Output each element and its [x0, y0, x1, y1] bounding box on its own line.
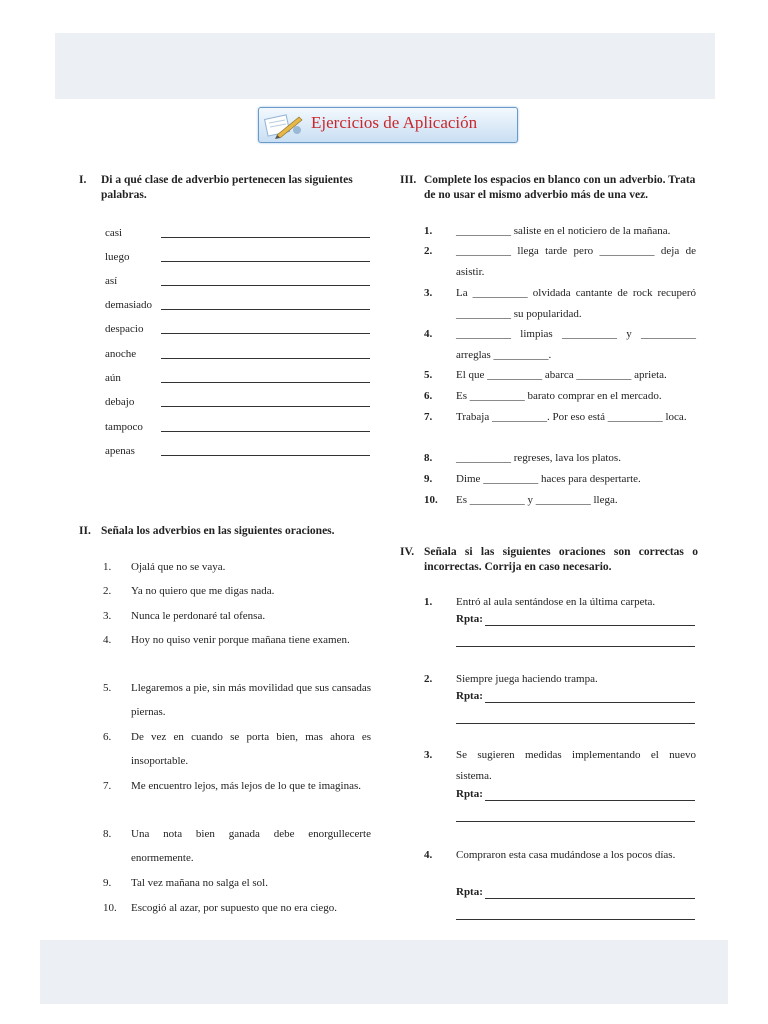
section-1-number: I. — [79, 174, 87, 186]
word-row — [105, 299, 370, 319]
answer-line[interactable] — [161, 382, 370, 383]
title-banner — [258, 107, 518, 143]
section-1-heading: Di a qué clase de adverbio pertenecen las siguientes palabras. — [101, 174, 353, 201]
word-row — [105, 372, 370, 392]
page-title: Ejercicios de Aplicación — [311, 113, 478, 132]
item-text: Escogió al azar, por supuesto que no era ciego. — [131, 902, 338, 914]
item-text: Trabaja __________. Por eso está __________ loca. — [456, 411, 687, 423]
answer-line[interactable] — [485, 800, 695, 801]
item-number: 1. — [424, 596, 433, 608]
item-text: Tal vez mañana no salga el sol. — [131, 877, 268, 889]
answer-line[interactable] — [456, 821, 695, 822]
word-row — [105, 251, 370, 271]
item-text: Me encuentro lejos, más lejos de lo que te imaginas. — [131, 780, 362, 792]
item-number: 6. — [103, 731, 112, 743]
item-text: Dime __________ haces para despertarte. — [456, 473, 641, 485]
item-text: De vez en cuando se porta bien, mas ahora es insoportable. — [131, 731, 371, 767]
answer-line[interactable] — [161, 333, 370, 334]
item-text: Entró al aula sentándose en la última carpeta. — [456, 596, 656, 608]
word-row — [105, 275, 370, 295]
item-number: 4. — [424, 328, 433, 340]
word-label: anoche — [105, 348, 137, 360]
word-row — [105, 421, 370, 441]
answer-line[interactable] — [456, 723, 695, 724]
section-4-heading: Señala si las siguientes oraciones son correctas o incorrectas. Corrija en caso necesario. — [424, 546, 698, 573]
answer-line[interactable] — [456, 646, 695, 647]
item-text: __________ limpias __________ y __________ arreglas __________. — [456, 328, 696, 361]
word-label: tampoco — [105, 421, 143, 433]
answer-line[interactable] — [161, 309, 370, 310]
rpta-label: Rpta: — [456, 788, 483, 800]
item-number: 4. — [424, 849, 433, 861]
item-number: 2. — [103, 585, 112, 597]
header-band — [55, 33, 715, 99]
item-number: 7. — [424, 411, 433, 423]
word-label: luego — [105, 251, 130, 263]
item-number: 1. — [103, 561, 112, 573]
word-row — [105, 445, 370, 465]
item-text: Se sugieren medidas implementando el nuevo sistema. — [456, 749, 696, 782]
item-number: 2. — [424, 673, 433, 685]
answer-line[interactable] — [161, 285, 370, 286]
item-number: 6. — [424, 390, 433, 402]
answer-line[interactable] — [161, 358, 370, 359]
item-number: 7. — [103, 780, 112, 792]
item-number: 10. — [103, 902, 117, 914]
item-number: 9. — [103, 877, 112, 889]
word-label: así — [105, 275, 118, 287]
word-row — [105, 396, 370, 416]
section-2-heading: Señala los adverbios en las siguientes oraciones. — [101, 525, 335, 537]
word-label: casi — [105, 227, 123, 239]
item-text: Una nota bien ganada debe enorgullecerte enormemente. — [131, 828, 371, 864]
item-number: 8. — [103, 828, 112, 840]
item-text: __________ regreses, lava los platos. — [456, 452, 621, 464]
item-text: Siempre juega haciendo trampa. — [456, 673, 598, 685]
item-text: Ojalá que no se vaya. — [131, 561, 226, 573]
item-number: 10. — [424, 494, 438, 506]
item-number: 5. — [103, 682, 112, 694]
answer-line[interactable] — [485, 702, 695, 703]
item-text: __________ llega tarde pero __________ deja de asistir. — [456, 245, 696, 278]
word-label: apenas — [105, 445, 135, 457]
rpta-label: Rpta: — [456, 886, 483, 898]
word-label: aún — [105, 372, 121, 384]
item-text: Compraron esta casa mudándose a los pocos días. — [456, 849, 676, 861]
answer-line[interactable] — [456, 919, 695, 920]
word-label: demasiado — [105, 299, 153, 311]
item-text: Ya no quiero que me digas nada. — [131, 585, 275, 597]
item-number: 4. — [103, 634, 112, 646]
word-label: despacio — [105, 323, 144, 335]
rpta-label: Rpta: — [456, 613, 483, 625]
item-number: 8. — [424, 452, 433, 464]
word-row — [105, 323, 370, 343]
word-row — [105, 348, 370, 368]
item-number: 3. — [424, 749, 433, 761]
answer-line[interactable] — [161, 261, 370, 262]
item-number: 2. — [424, 245, 433, 257]
item-number: 3. — [424, 287, 433, 299]
item-text: La __________ olvidada cantante de rock recuperó __________ su popularidad. — [456, 287, 696, 320]
item-text: El que __________ abarca __________ aprieta. — [456, 369, 667, 381]
section-4-number: IV. — [400, 546, 415, 558]
item-text: Nunca le perdonaré tal ofensa. — [131, 610, 266, 622]
answer-line[interactable] — [161, 406, 370, 407]
footer-band — [40, 940, 728, 1004]
rpta-label: Rpta: — [456, 690, 483, 702]
pencil-paper-icon — [263, 111, 307, 139]
item-text: __________ saliste en el noticiero de la mañana. — [456, 225, 671, 237]
section-3-number: III. — [400, 174, 417, 186]
item-text: Es __________ barato comprar en el mercado. — [456, 390, 662, 402]
answer-line[interactable] — [161, 237, 370, 238]
item-number: 9. — [424, 473, 433, 485]
item-number: 3. — [103, 610, 112, 622]
answer-line[interactable] — [161, 455, 370, 456]
word-label: debajo — [105, 396, 135, 408]
item-text: Llegaremos a pie, sin más movilidad que sus cansadas piernas. — [131, 682, 371, 718]
item-text: Es __________ y __________ llega. — [456, 494, 618, 506]
answer-line[interactable] — [485, 625, 695, 626]
word-row — [105, 227, 370, 247]
answer-line[interactable] — [485, 898, 695, 899]
section-3-heading: Complete los espacios en blanco con un adverbio. Trata de no usar el mismo adverbio más de una vez. — [424, 174, 696, 201]
section-2-number: II. — [79, 525, 91, 537]
item-number: 1. — [424, 225, 433, 237]
item-text: Hoy no quiso venir porque mañana tiene examen. — [131, 634, 350, 646]
item-number: 5. — [424, 369, 433, 381]
answer-line[interactable] — [161, 431, 370, 432]
